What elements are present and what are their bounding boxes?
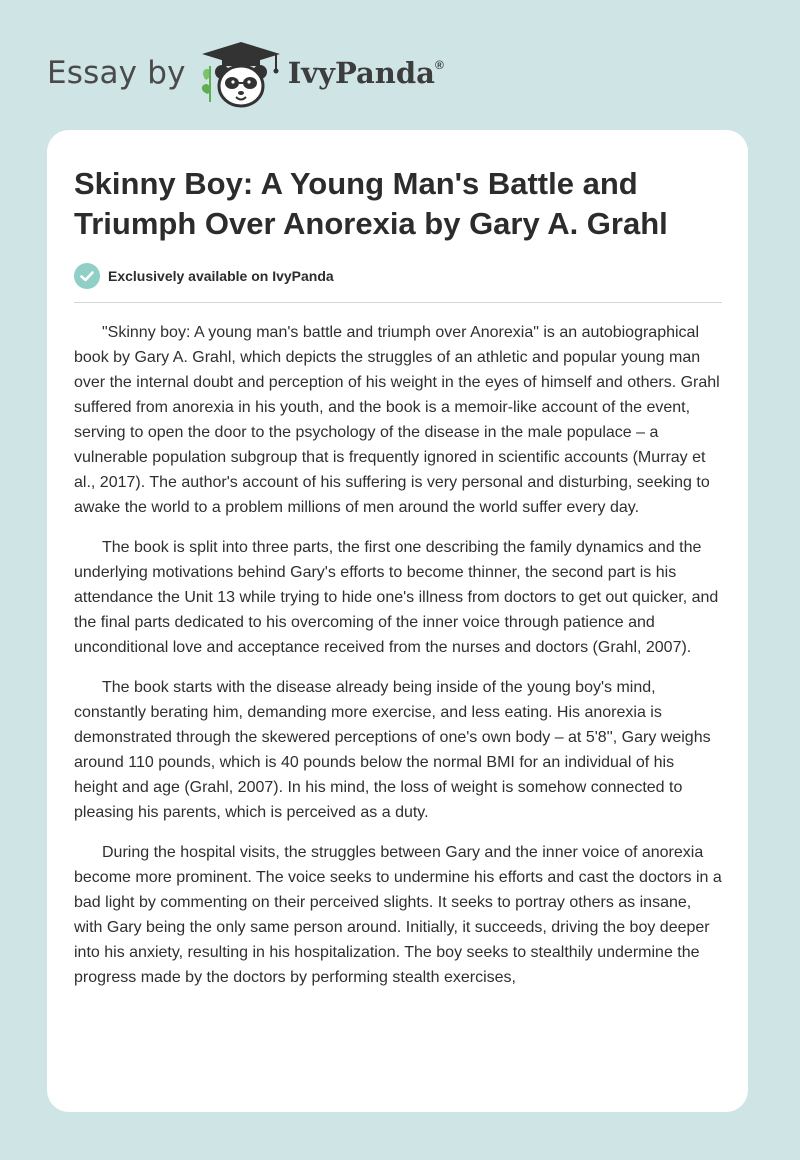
paragraph: The book starts with the disease already being inside of the young boy's mind, constantly berating him, demanding more exercise, and less eating. His anorexia is demonstrated through the skewered perceptions of one's own body – at 5'8'', Gary weighs around 110 pounds, which is 40 pounds below the normal BMI for an individual of his height and age (Grahl, 2007). In his mind, the loss of weight is somehow connected to pleasing his parents, which is perceived as a duty. bbox=[74, 679, 711, 821]
divider bbox=[74, 302, 722, 303]
essay-body bbox=[74, 320, 722, 1005]
paragraph: During the hospital visits, the struggles between Gary and the inner voice of anorexia become more prominent. The voice seeks to undermine his efforts and cast the doctors in a bad light by commenting on their perceived slights. It seeks to portray others as insane, with Gary being the only same person around. Initially, it succeeds, driving the boy deeper into his anxiety, resulting in his hospitalization. The boy seeks to stealthily undermine the progress made by the doctors by performing stealth exercises, bbox=[74, 844, 722, 986]
essay-by-label: Essay by bbox=[47, 55, 186, 91]
site-header bbox=[47, 36, 527, 110]
badge-label: Exclusively available on IvyPanda bbox=[108, 268, 334, 284]
panda-logo-icon[interactable] bbox=[198, 36, 284, 110]
exclusive-badge bbox=[74, 263, 334, 289]
checkmark-icon bbox=[74, 263, 100, 289]
paragraph: "Skinny boy: A young man's battle and triumph over Anorexia" is an autobiographical book by Gary A. Grahl, which depicts the struggles of an athletic and popular young man over the internal doubt and perception of his weight in the eyes of himself and others. Grahl suffered from anorexia in his youth, and the book is a memoir-like account of the event, serving to open the door to the psychology of the disease in the male populace – a vulnerable population subgroup that is frequently ignored in scientific accounts (Murray et al., 2017). The author's account of his suffering is very personal and disturbing, seeking to awake the world to a problem millions of men around the world suffer every day. bbox=[74, 324, 720, 516]
essay-card bbox=[47, 130, 748, 1112]
paragraph: The book is split into three parts, the first one describing the family dynamics and the underlying motivations behind Gary's efforts to become thinner, the second part is his attendance the Unit 13 while trying to hide one's illness from doctors to get out quicker, and the final parts dedicated to his overcoming of the inner voice through patience and unconditional love and acceptance received from the nurses and doctors (Grahl, 2007). bbox=[74, 539, 719, 656]
brand-name[interactable]: IvyPanda® bbox=[287, 56, 444, 90]
page-title: Skinny Boy: A Young Man's Battle and Triumph Over Anorexia by Gary A. Grahl bbox=[74, 166, 668, 241]
